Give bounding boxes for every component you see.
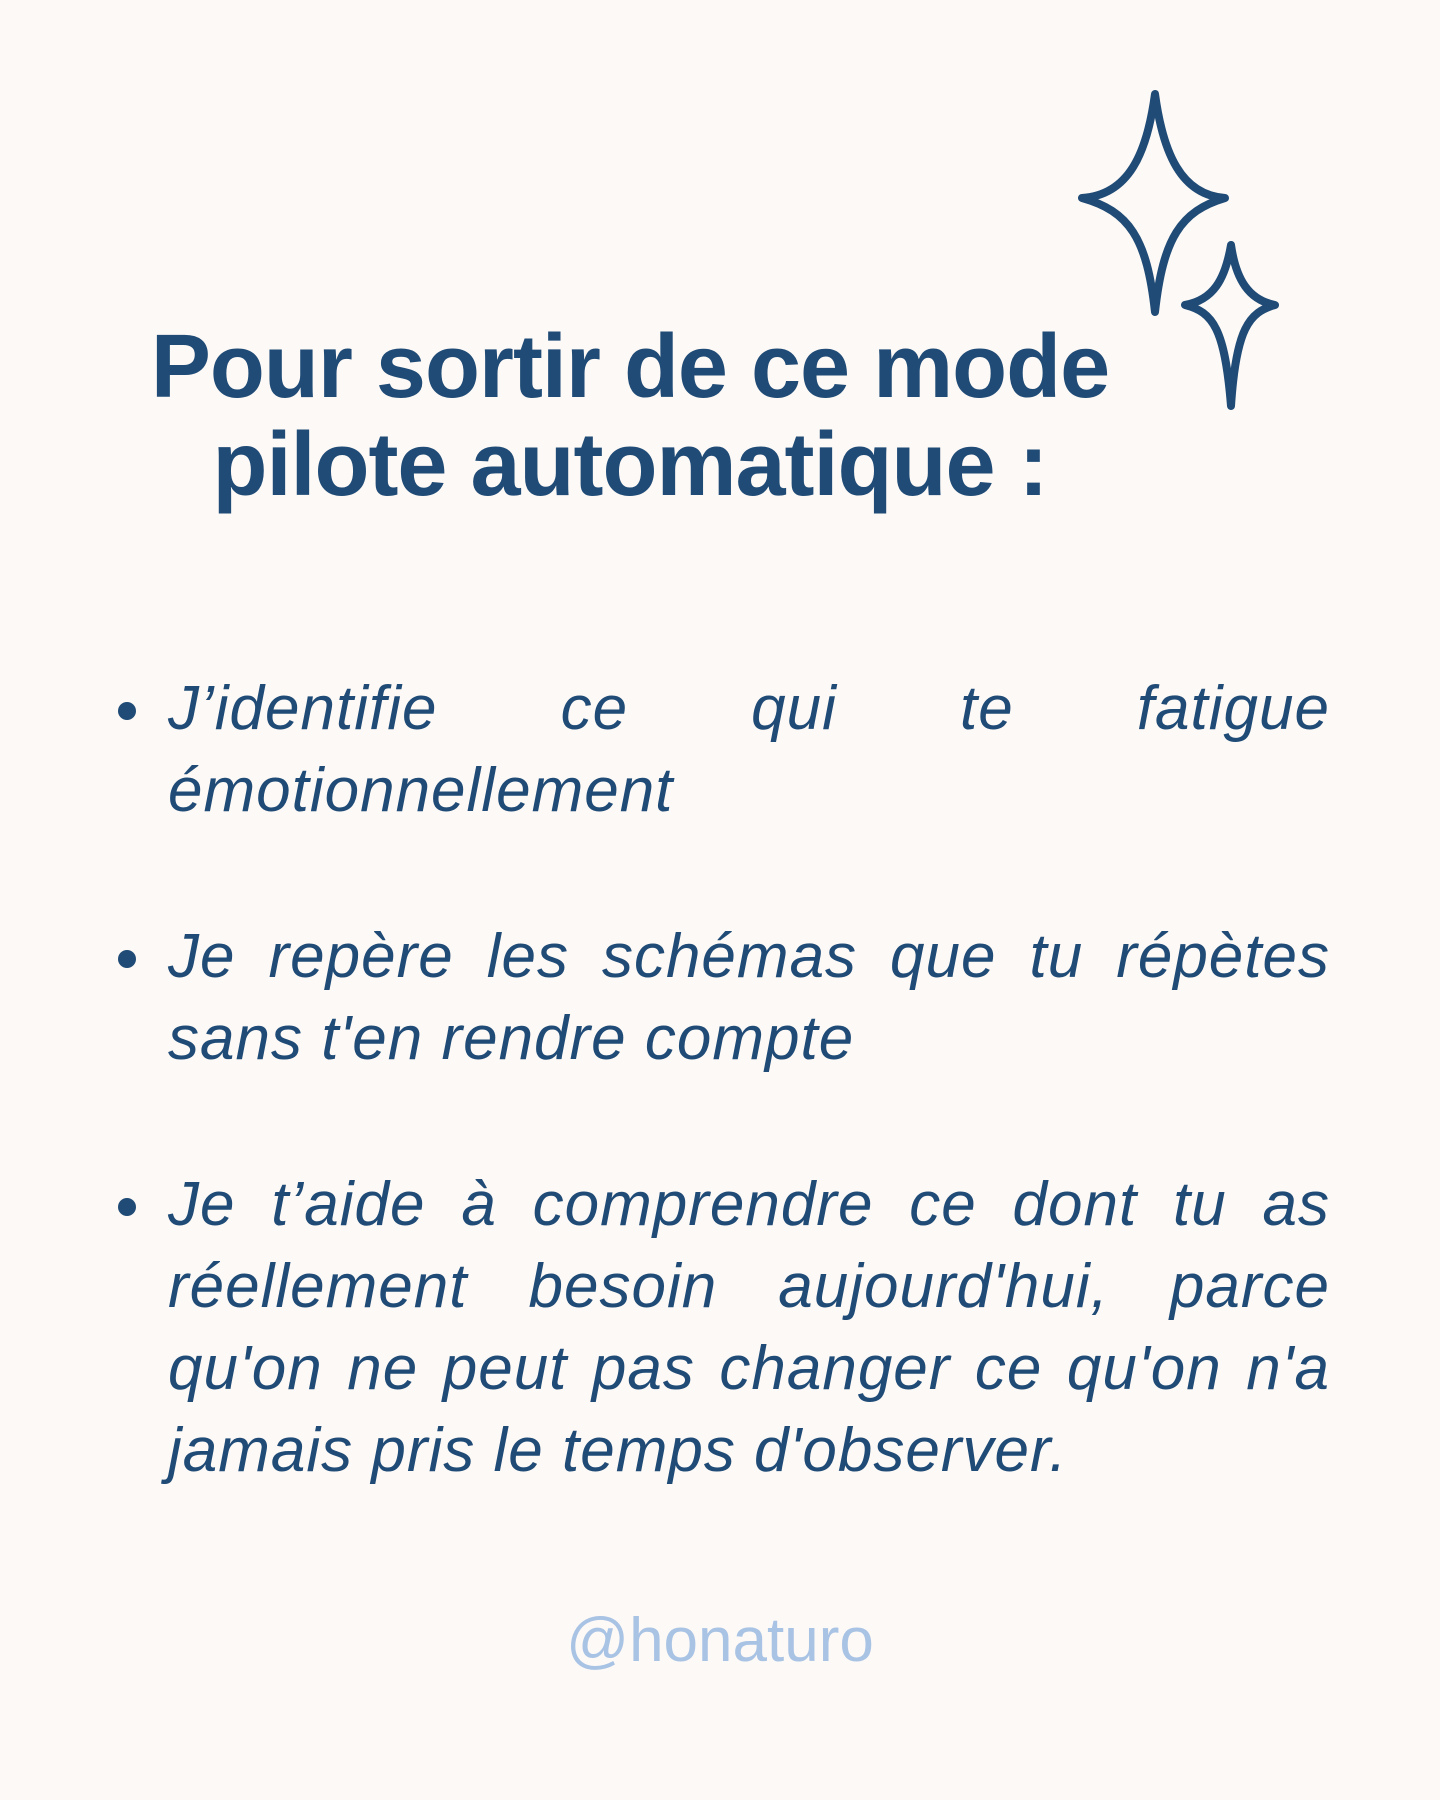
- tips-list: [110, 668, 1330, 1576]
- list-item-text: J’identifie ce qui te fatigue émotionnellement: [168, 674, 1330, 825]
- page-title: Pour sortir de ce mode pilote automatique :: [150, 317, 1110, 515]
- list-item-text: Je t’aide à comprendre ce dont tu as réellement besoin aujourd'hui, parce qu'on ne peut pas changer ce qu'on n'a jamais pris le temps d'observer.: [168, 1170, 1330, 1485]
- list-item: [110, 668, 1330, 832]
- list-item-text: Je repère les schémas que tu répètes sans t'en rendre compte: [168, 922, 1330, 1073]
- list-item: [110, 1164, 1330, 1492]
- bullet-icon: [118, 702, 136, 720]
- bullet-icon: [118, 950, 136, 968]
- bullet-icon: [118, 1198, 136, 1216]
- list-item: [110, 916, 1330, 1080]
- author-handle: @honaturo: [566, 1606, 874, 1675]
